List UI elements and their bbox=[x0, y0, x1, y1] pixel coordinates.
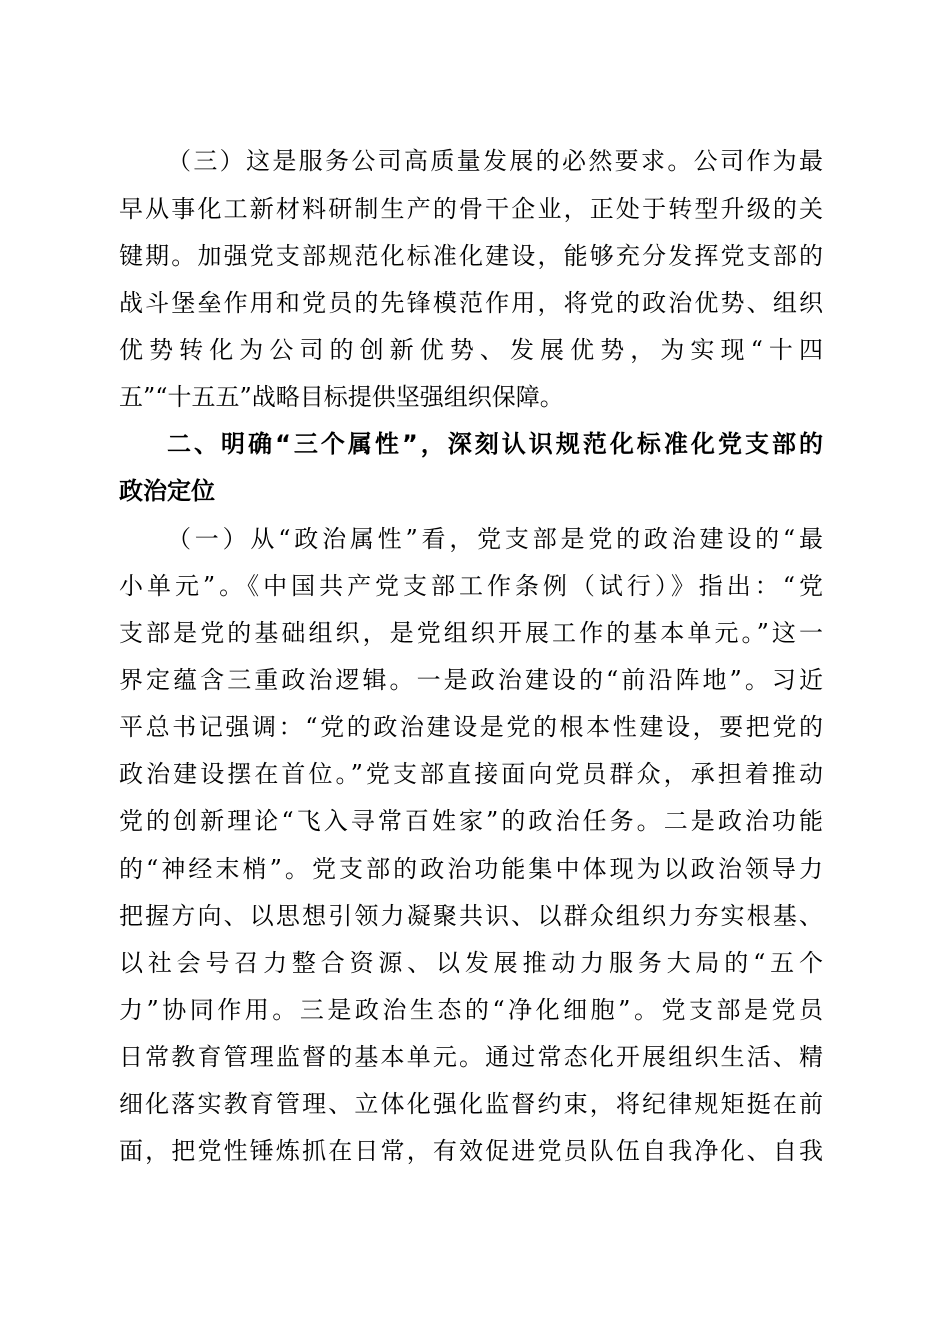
paragraph-1-line-2: 早从事化工新材料研制生产的骨干企业，正处于转型升级的关 bbox=[119, 195, 823, 223]
paragraph-1-line-3: 键期。加强党支部规范化标准化建设，能够充分发挥党支部的 bbox=[119, 242, 823, 270]
paragraph-2-line-8: 的“神经末梢”。党支部的政治功能集中体现为以政治领导力 bbox=[119, 855, 823, 883]
paragraph-2-line-14: 面，把党性锤炼抓在日常，有效促进党员队伍自我净化、自我 bbox=[119, 1137, 823, 1165]
section-heading-line-1: 二、明确“三个属性”，深刻认识规范化标准化党支部的 bbox=[167, 430, 823, 458]
paragraph-2-line-3: 支部是党的基础组织，是党组织开展工作的基本单元。”这一 bbox=[119, 619, 823, 647]
paragraph-2-line-1: （一）从“政治属性”看，党支部是党的政治建设的“最 bbox=[167, 525, 823, 553]
paragraph-1-line-1: （三）这是服务公司高质量发展的必然要求。公司作为最 bbox=[167, 147, 823, 175]
paragraph-2-line-11: 力”协同作用。三是政治生态的“净化细胞”。党支部是党员 bbox=[119, 996, 823, 1024]
paragraph-2-line-10: 以社会号召力整合资源、以发展推动力服务大局的“五个 bbox=[119, 949, 823, 977]
paragraph-2-line-9: 把握方向、以思想引领力凝聚共识、以群众组织力夯实根基、 bbox=[119, 902, 823, 930]
section-heading-line-2: 政治定位 bbox=[119, 477, 215, 505]
paragraph-2-line-5: 平总书记强调：“党的政治建设是党的根本性建设，要把党的 bbox=[119, 713, 823, 741]
paragraph-2-line-13: 细化落实教育管理、立体化强化监督约束，将纪律规矩挺在前 bbox=[119, 1090, 823, 1118]
paragraph-1-line-4: 战斗堡垒作用和党员的先锋模范作用，将党的政治优势、组织 bbox=[119, 289, 823, 317]
paragraph-2-line-6: 政治建设摆在首位。”党支部直接面向党员群众，承担着推动 bbox=[119, 760, 823, 788]
paragraph-1-line-6: 五”“十五五”战略目标提供坚强组织保障。 bbox=[119, 383, 564, 411]
paragraph-2-line-4: 界定蕴含三重政治逻辑。一是政治建设的“前沿阵地”。习近 bbox=[119, 666, 823, 694]
paragraph-2-line-7: 党的创新理论“飞入寻常百姓家”的政治任务。二是政治功能 bbox=[119, 807, 823, 835]
paragraph-2-line-12: 日常教育管理监督的基本单元。通过常态化开展组织生活、精 bbox=[119, 1043, 823, 1071]
paragraph-1-line-5: 优势转化为公司的创新优势、发展优势，为实现“十四 bbox=[119, 336, 823, 364]
paragraph-2-line-2: 小单元”。《中国共产党支部工作条例（试行）》指出：“党 bbox=[119, 572, 823, 600]
